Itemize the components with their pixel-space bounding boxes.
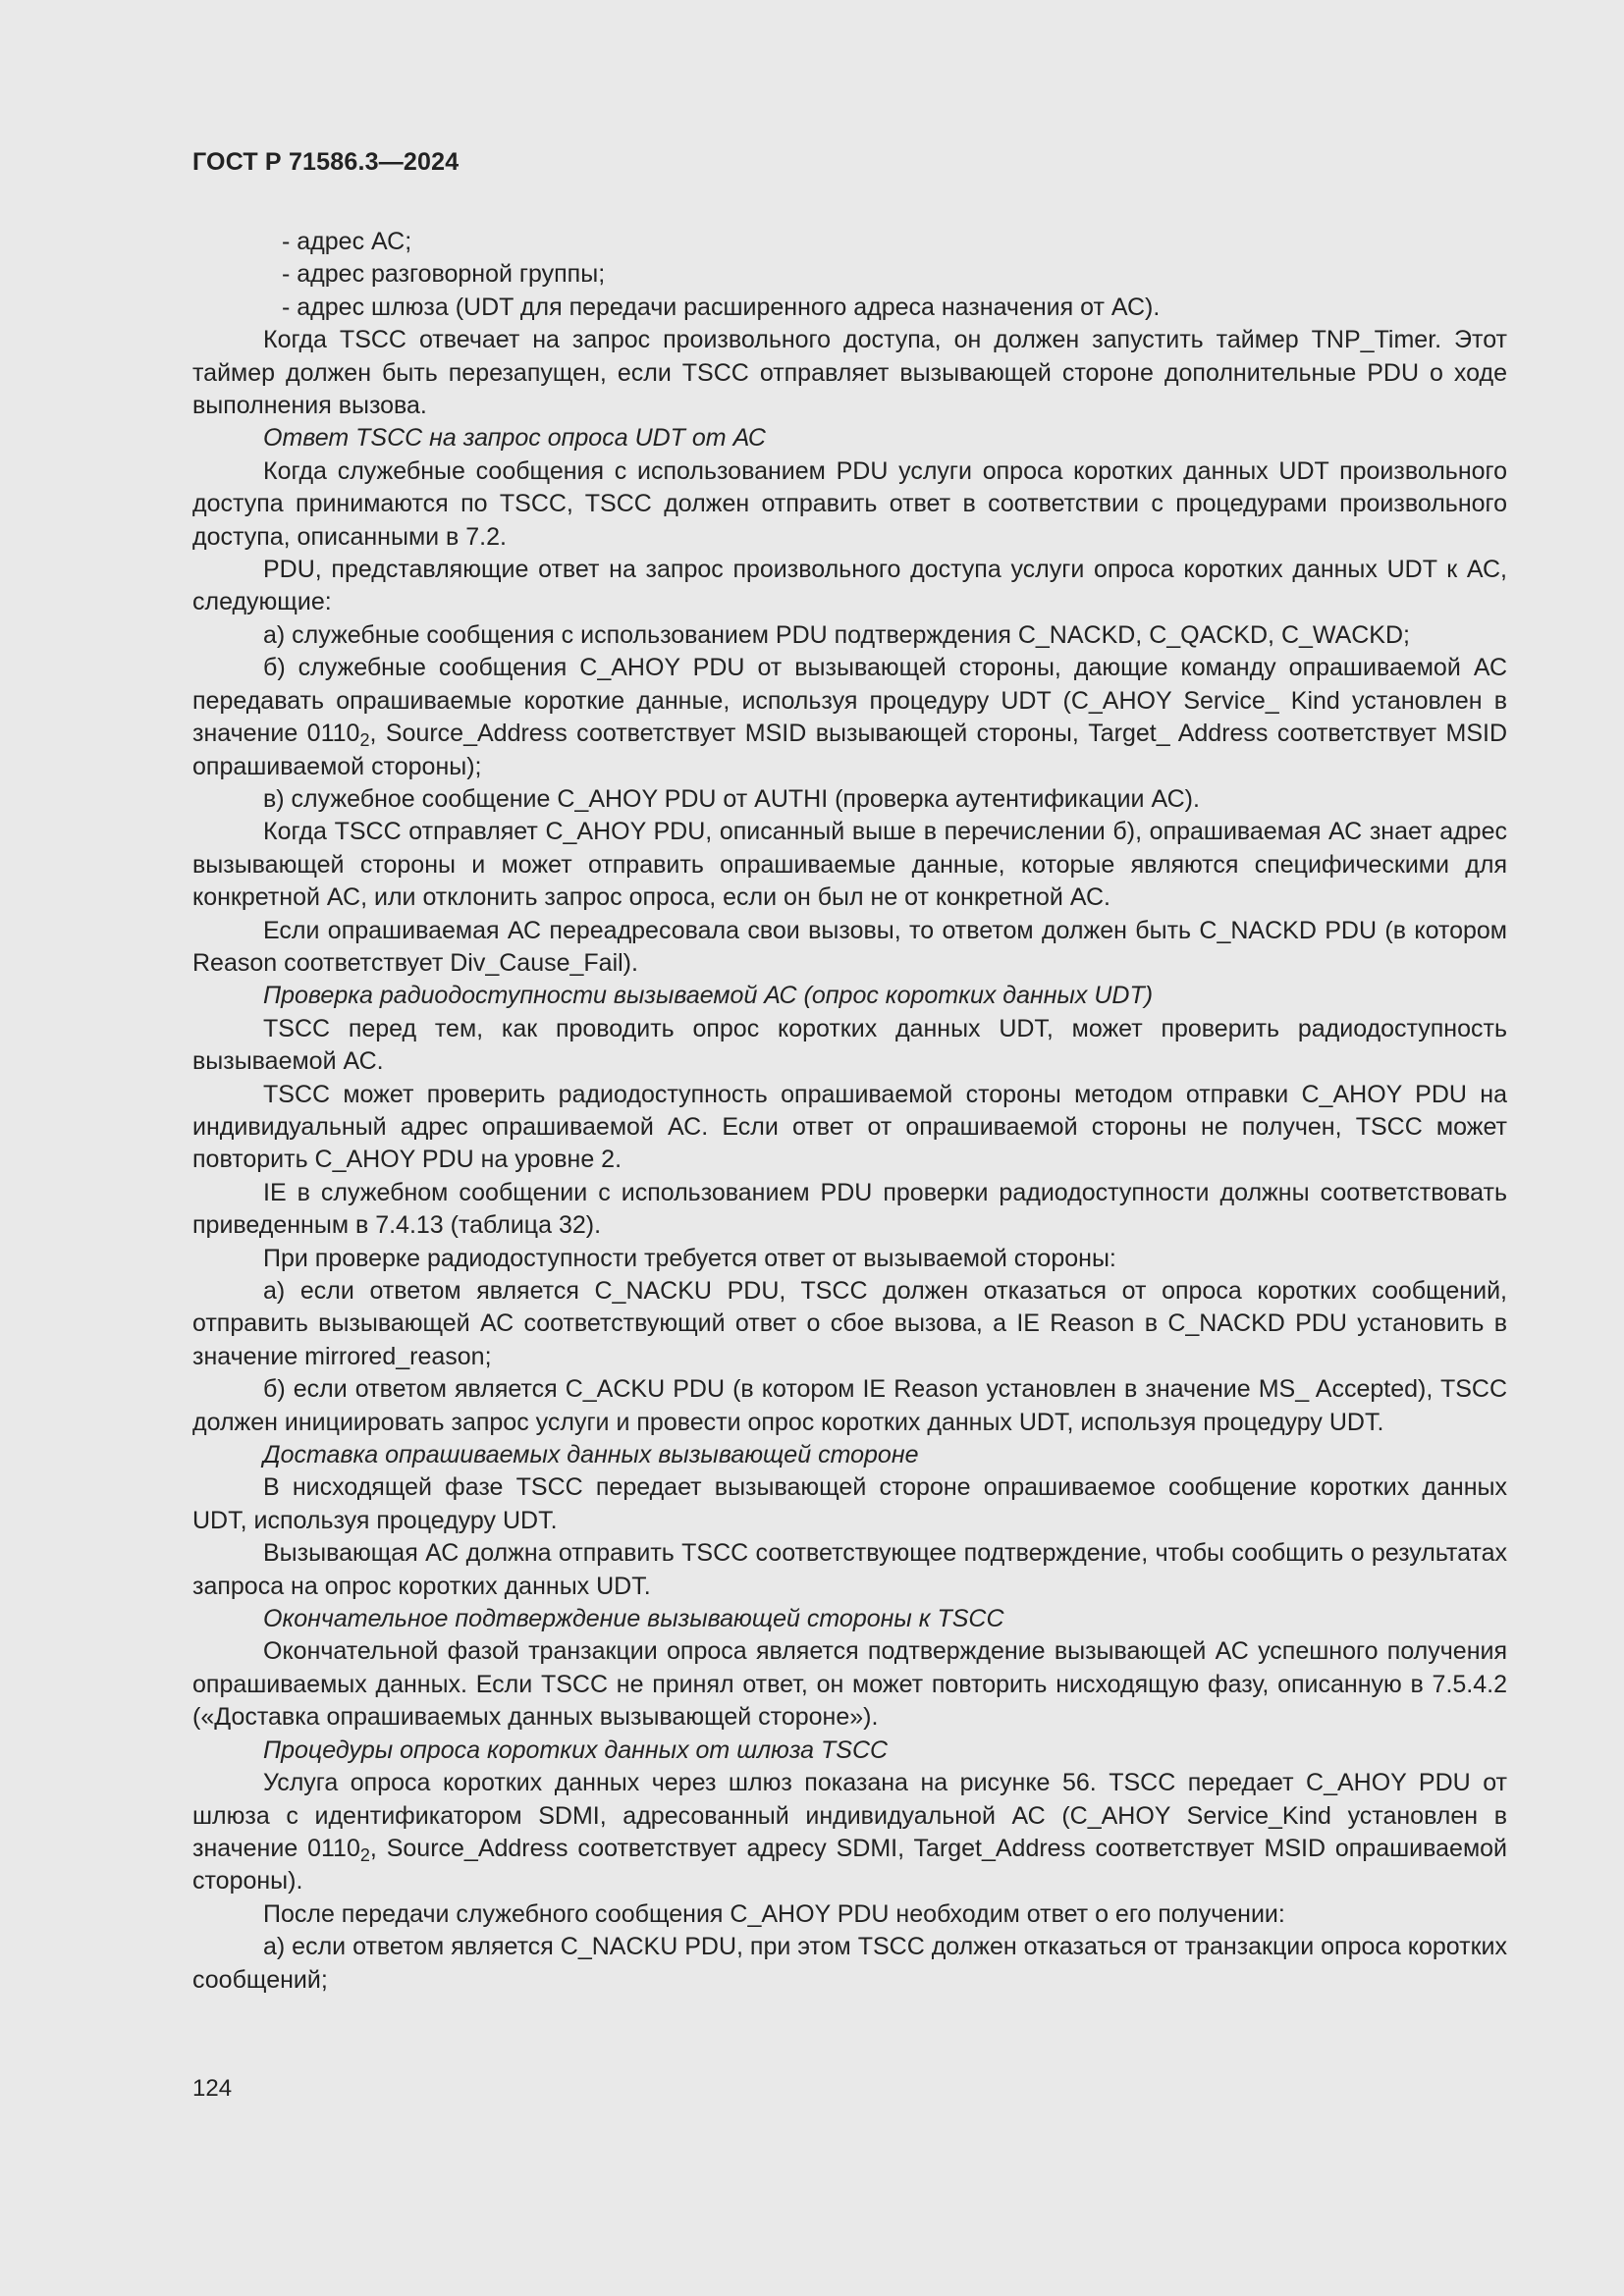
document-header: ГОСТ Р 71586.3—2024 bbox=[192, 148, 460, 176]
paragraph: Когда TSCC отправляет C_AHOY PDU, описанный выше в перечислении б), опрашиваемая АС знает адрес вызывающей стороны и может отправить опрашиваемые данные, которые являются специфическими для конкретной АС, или отклонить запрос опроса, если он был не от конкретной АС. bbox=[192, 818, 1507, 912]
paragraph: TSCC перед тем, как проводить опрос коротких данных UDT, может проверить радиодоступность вызываемой АС. bbox=[192, 1014, 1507, 1076]
subscript: 2 bbox=[359, 730, 370, 751]
text-span: Услуга опроса коротких данных через шлюз показана на рисунке 56. TSCC передает C_AHOY PDU от шлюза с идентификатором SDMI, адресованный индивидуальной АС (C_AHOY Service_Kind установлен в значение 0110 bbox=[192, 1769, 1507, 1862]
paragraph: Вызывающая АС должна отправить TSCC соответствующее подтверждение, чтобы сообщить о результатах запроса на опрос коротких данных UDT. bbox=[192, 1539, 1507, 1600]
paragraph bbox=[192, 1767, 1507, 1898]
paragraph: IE в служебном сообщении с использованием PDU проверки радиодоступности должны соответствовать приведенным в 7.4.13 (таблица 32). bbox=[192, 1178, 1507, 1240]
list-item: - адрес шлюза (UDT для передачи расширенного адреса назначения от АС). bbox=[282, 293, 1161, 321]
section-heading: Ответ TSCC на запрос опроса UDT от АС bbox=[263, 424, 766, 453]
section-heading: Окончательное подтверждение вызывающей стороны к TSCC bbox=[263, 1605, 1004, 1633]
paragraph: TSCC может проверить радиодоступность опрашиваемой стороны методом отправки C_AHOY PDU на индивидуальный адрес опрашиваемой АС. Если ответ от опрашиваемой стороны не получен, TSCC может повторить C_AHOY PDU на уровне 2. bbox=[192, 1080, 1507, 1174]
paragraph: PDU, представляющие ответ на запрос произвольного доступа услуги опроса коротких данных UDT к АС, следующие: bbox=[192, 556, 1507, 616]
section-heading: Процедуры опроса коротких данных от шлюза TSCC bbox=[263, 1735, 889, 1764]
subscript: 2 bbox=[359, 1844, 370, 1865]
text-span: б) служебные сообщения C_AHOY PDU от вызывающей стороны, дающие команду опрашиваемой АС передавать опрашиваемые короткие данные, используя процедуру UDT (C_AHOY Service_ Kind установлен в значение 0110 bbox=[192, 654, 1507, 748]
list-item: - адрес АС; bbox=[282, 228, 412, 255]
list-item: а) служебные сообщения с использованием PDU подтверждения C_NACKD, C_QACKD, C_WACKD; bbox=[263, 620, 1410, 649]
list-item bbox=[192, 652, 1507, 783]
list-item: б) если ответом является C_ACKU PDU (в котором IE Reason установлен в значение MS_ Accepted), TSCC должен инициировать запрос услуги и провести опрос коротких данных UDT, используя процедуру UDT. bbox=[192, 1375, 1507, 1436]
paragraph: Когда TSCC отвечает на запрос произвольного доступа, он должен запустить таймер TNP_Timer. Этот таймер должен быть перезапущен, если TSCC отправляет вызывающей стороне дополнительные PDU о ходе выполнения вызова. bbox=[192, 326, 1507, 420]
document-body bbox=[192, 226, 1507, 1997]
list-item: а) если ответом является C_NACKU PDU, TSCC должен отказаться от опроса коротких сообщений, отправить вызывающей АС соответствующий ответ о сбое вызова, а IE Reason в C_NACKD PDU установить в значение mirrored_reason; bbox=[192, 1277, 1507, 1370]
page-number: 124 bbox=[192, 2075, 233, 2102]
paragraph: Когда служебные сообщения с использованием PDU услуги опроса коротких данных UDT произвольного доступа принимаются по TSCC, TSCC должен отправить ответ в соответствии с процедурами произвольного доступа, описанными в 7.2. bbox=[192, 456, 1507, 551]
list-item: - адрес разговорной группы; bbox=[282, 260, 606, 289]
list-item: а) если ответом является C_NACKU PDU, при этом TSCC должен отказаться от транзакции опроса коротких сообщений; bbox=[192, 1933, 1507, 1994]
section-heading: Проверка радиодоступности вызываемой АС (опрос коротких данных UDT) bbox=[263, 982, 1154, 1010]
paragraph: В нисходящей фазе TSCC передает вызывающей стороне опрашиваемое сообщение коротких данных UDT, используя процедуру UDT. bbox=[192, 1473, 1507, 1534]
paragraph: При проверке радиодоступности требуется ответ от вызываемой стороны: bbox=[263, 1244, 1116, 1272]
text-span: , Source_Address соответствует MSID вызывающей стороны, Target_ Address соответствует MSID опрашиваемой стороны); bbox=[192, 720, 1507, 780]
text-span: , Source_Address соответствует адресу SDMI, Target_Address соответствует MSID опрашиваемой стороны). bbox=[192, 1834, 1508, 1896]
paragraph: После передачи служебного сообщения C_AHOY PDU необходим ответ о его получении: bbox=[263, 1899, 1285, 1928]
section-heading: Доставка опрашиваемых данных вызывающей стороне bbox=[263, 1441, 919, 1469]
paragraph: Если опрашиваемая АС переадресовала свои вызовы, то ответом должен быть C_NACKD PDU (в котором Reason соответствует Div_Cause_Fail). bbox=[192, 916, 1507, 977]
list-item: в) служебное сообщение C_AHOY PDU от AUTHI (проверка аутентификации АС). bbox=[263, 784, 1200, 813]
paragraph: Окончательной фазой транзакции опроса является подтверждение вызывающей АС успешного получения опрашиваемых данных. Если TSCC не принял ответ, он может повторить нисходящую фазу, описанную в 7.5.4.2 («Доставка опрашиваемых данных вызывающей стороне»). bbox=[192, 1637, 1507, 1732]
